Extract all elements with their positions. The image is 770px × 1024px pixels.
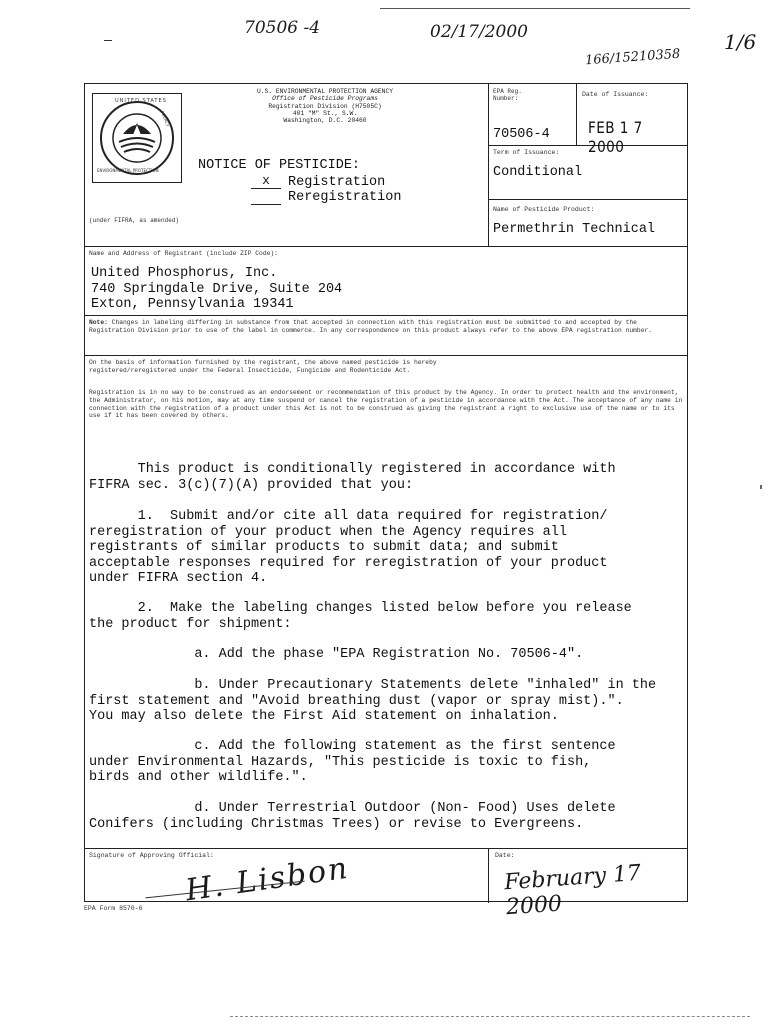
note-text: [89, 319, 685, 335]
scan-artifact-line: [230, 1016, 750, 1017]
agency-line-1: U.S. ENVIRONMENTAL PROTECTION AGENCY: [256, 88, 394, 95]
reregistration-checkbox-mark: [251, 190, 281, 205]
body-item-b: b. Under Precautionary Statements delete "inhaled" in the first statement and "Avoid breathing dust (vapor or spray mist).". You may also delete the First Aid statement on inhalation.: [89, 678, 657, 725]
divider-signature-date: [488, 848, 489, 903]
basis-text: On the basis of information furnished by the registrant, the above named pesticide is hereby registered/reregistered under the Federal Insecticide, Fungicide and Rodenticide Act.: [89, 359, 437, 374]
body-item-c: c. Add the following statement as the first sentence under Environmental Hazards, "This pesticide is toxic to fish, birds and other wildlife.".: [89, 739, 616, 786]
seal-left-text: ENVIRONMENTAL PROTECTION: [97, 168, 159, 173]
note-body: Changes in labeling differing in substance from that accepted in connection with this registration must be submitted to and accepted by the Registration Division prior to use of the label in commerce. In any correspondence on this product always refer to the above EPA registration number.: [89, 319, 653, 334]
registrant-city: Exton, Pennsylvania 19341: [91, 297, 294, 312]
registrant-address: [91, 266, 342, 313]
divider-right-column: [488, 84, 489, 246]
scan-artifact-mark: [760, 485, 762, 489]
divider-reg-date: [576, 84, 577, 145]
epa-reg-label: EPA Reg. Number:: [493, 88, 522, 102]
handwritten-page-marker: 1/6: [724, 30, 757, 54]
body-intro-paragraph: This product is conditionally registered in accordance with FIFRA sec. 3(c)(7)(A) provided that you:: [89, 462, 616, 493]
handwritten-date: 02/17/2000: [430, 22, 528, 42]
term-label: Term of Issuance:: [493, 149, 560, 156]
epa-reg-number: 70506-4: [493, 127, 550, 142]
term-value: Conditional: [493, 165, 583, 180]
date-issuance-stamp: FEB 1 7 2000: [588, 118, 643, 156]
registrant-name: United Phosphorus, Inc.: [91, 266, 278, 281]
registration-checkbox-mark: x: [251, 174, 281, 189]
agency-line-4: 401 "M" St., S.W.: [292, 109, 358, 117]
handwritten-reg-number: 70506 -4: [244, 18, 321, 38]
registrant-street: 740 Springdale Drive, Suite 204: [91, 281, 343, 297]
product-name-value: Permethrin Technical: [493, 222, 656, 237]
signature-label: Signature of Approving Official:: [89, 852, 214, 859]
body-condition-2: 2. Make the labeling changes listed below before you release the product for shipment:: [89, 601, 632, 632]
body-condition-1: 1. Submit and/or cite all data required for registration/ reregistration of your product when the Agency requires all registrants of similar products to submit data; and submit acceptable responses required for reregistration of your product under FIFRA section 4.: [89, 509, 608, 587]
divider-registrant-top: [85, 246, 687, 247]
disclaimer-text: Registration is in no way to be construed as an endorsement or recommendation of this product by the Agency. In order to protect health and the environment, the Administrator, on his motion, may at any time suspend or cancel the registration of a pesticide in accordance with the Act. The acceptance of any name in connection with the registration of a product under this Act is not to be construed as giving the registrant a right to exclusive use of the name or to its use if it has been covered by others.: [89, 389, 683, 420]
agency-line-2: Office of Pesticide Programs: [272, 95, 378, 103]
body-item-d: d. Under Terrestrial Outdoor (Non- Food) Uses delete Conifers (including Christmas Trees) or revise to Evergreens.: [89, 801, 616, 832]
handwritten-file-code: 166/15210358: [584, 46, 681, 69]
registrant-label: Name and Address of Registrant (include ZIP Code):: [89, 250, 278, 257]
top-dash-mark: [104, 40, 112, 41]
agency-line-5: Washington, D.C. 20460: [283, 117, 367, 125]
agency-address: [205, 88, 445, 124]
official-signature: H. Lisbon: [183, 850, 352, 909]
seal-top-text: UNITED STATES: [115, 98, 167, 104]
divider-basis-top: [85, 355, 687, 356]
under-fifra-text: (under FIFRA, as amended): [89, 217, 180, 224]
divider-note-top: [85, 315, 687, 316]
note-label: Note:: [89, 319, 108, 326]
date-label: Date:: [495, 852, 515, 859]
form-number: EPA Form 8570-6: [84, 905, 143, 912]
body-item-a: a. Add the phase "EPA Registration No. 70506-4".: [89, 647, 584, 662]
top-rule-line: [380, 8, 690, 9]
notice-title: NOTICE OF PESTICIDE:: [198, 158, 361, 173]
agency-line-3: Registration Division (H7505C): [268, 102, 382, 110]
reregistration-label: Reregistration: [288, 190, 402, 205]
product-name-label: Name of Pesticide Product:: [493, 206, 595, 213]
registration-label: Registration: [288, 175, 386, 190]
divider-product-top: [488, 199, 688, 200]
seal-right-text: AGENCY: [160, 109, 171, 128]
signed-date-handwritten: February 17 2000: [503, 860, 642, 921]
date-issuance-label: Date of Issuance:: [582, 91, 649, 98]
divider-signature-top: [85, 848, 687, 849]
